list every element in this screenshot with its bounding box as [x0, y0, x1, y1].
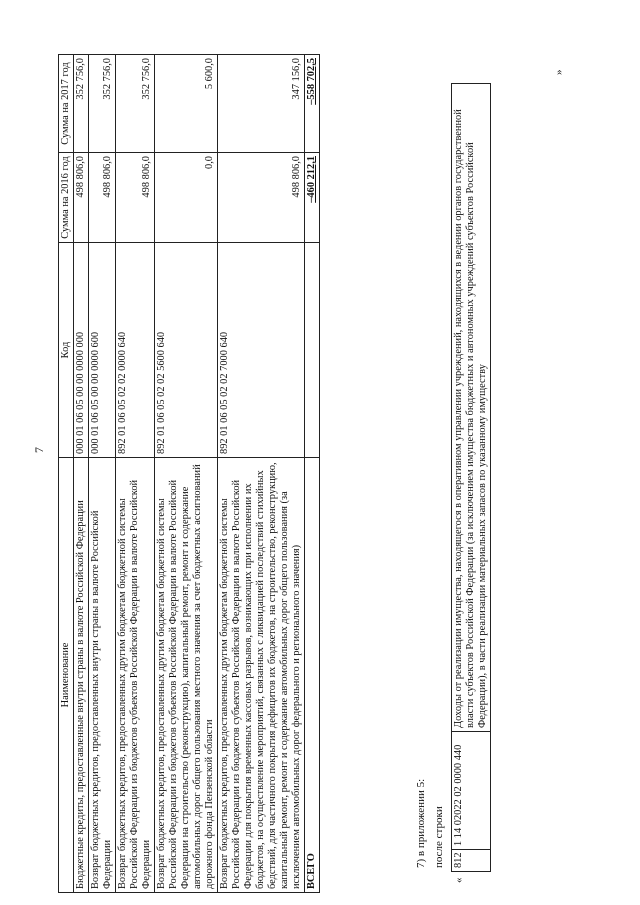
total-code-empty — [305, 243, 320, 458]
row-name: Бюджетные кредиты, предоставленные внутри страны в валюте Российской Федерации — [74, 458, 89, 893]
row-name: Возврат бюджетных кредитов, предоставленных другим бюджетам бюджетной системы Российской Федерации из бюджетов субъектов Российской Федерации в валюте Российской Федерации — [116, 458, 155, 893]
total-sum-2017 — [305, 55, 320, 153]
row-code: 000 01 06 05 00 00 0000 600 — [89, 243, 116, 458]
budget-table — [58, 54, 320, 893]
header-name: Наименование — [59, 458, 74, 893]
header-sum-2016: Сумма на 2016 год — [59, 153, 74, 243]
after-line-text: после строки — [433, 806, 445, 868]
total-sum-2017-value: –558 702,5 — [306, 58, 317, 105]
row-sum-2016: 498 806,0 — [89, 153, 116, 243]
amendment-description: Доходы от реализации имущества, находящегося в оперативном управлении учреждений, находящихся в ведении органов государственной власти субъектов Российской Федерации (за исключением имущества бюджетных и автономных учреждений субъектов Российской Федерации), в части реализации материальных запасов по указанному имуществу — [452, 84, 491, 732]
table-row — [89, 55, 116, 893]
row-name: Возврат бюджетных кредитов, предоставленных другим бюджетам бюджетной системы Российской Федерации из бюджетов субъектов Российской Федерации в валюте Российской Федерации для покрытия временных кассовых разрывов, возникающих при исполнении их бюджетов, на осуществление мероприятий, связанных с ликвидацией последствий стихийных бедствий, для частичного покрытия дефицитов их бюджетов, на строительство, реконструкцию, капитальный ремонт, ремонт и содержание автомобильных дорог общего пользования (за исключением автомобильных дорог федерального и регионального значения) — [218, 458, 305, 893]
row-code: 000 01 06 05 00 00 0000 000 — [74, 243, 89, 458]
header-sum-2017: Сумма на 2017 год — [59, 55, 74, 153]
row-sum-2017: 352 756,0 — [89, 55, 116, 153]
row-code: 892 01 06 05 02 02 5600 640 — [155, 243, 218, 458]
row-sum-2017: 352 756,0 — [74, 55, 89, 153]
table-header-row — [59, 55, 74, 893]
amendment-note: 7) в приложении 5: — [415, 778, 427, 868]
row-sum-2016: 0,0 — [155, 153, 218, 243]
row-sum-2016: 498 806,0 — [74, 153, 89, 243]
close-quote: » — [553, 69, 565, 75]
row-code: 892 01 06 05 02 02 0000 640 — [116, 243, 155, 458]
page-number: 7 — [32, 447, 46, 453]
amendment-row — [452, 84, 491, 872]
table-row — [155, 55, 218, 893]
amendment-admin-code: 812 — [452, 850, 491, 872]
amendment-table — [451, 83, 491, 872]
row-sum-2017: 352 756,0 — [116, 55, 155, 153]
row-sum-2016: 498 806,0 — [116, 153, 155, 243]
row-sum-2016: 498 806,0 — [218, 153, 305, 243]
total-row — [305, 55, 320, 893]
open-quote: « — [453, 877, 465, 883]
row-sum-2017: 347 156,0 — [218, 55, 305, 153]
table-row — [218, 55, 305, 893]
row-name: Возврат бюджетных кредитов, предоставленных другим бюджетам бюджетной системы Российской Федерации из бюджетов субъектов Российской Федерации в валюте Российской Федерации на строительство (реконструкцию), капитальный ремонт, ремонт и содержание автомобильных дорог общего пользования местного значения за счет бюджетных ассигнований дорожного фонда Пензенской области — [155, 458, 218, 893]
row-name: Возврат бюджетных кредитов, предоставленных внутри страны в валюте Российской Федерации — [89, 458, 116, 893]
total-sum-2016 — [305, 153, 320, 243]
row-sum-2017: 5 600,0 — [155, 55, 218, 153]
header-code: Код — [59, 243, 74, 458]
amendment-income-code: 1 14 02022 02 0000 440 — [452, 732, 491, 850]
table-row — [74, 55, 89, 893]
total-label: ВСЕГО — [305, 458, 320, 893]
row-code: 892 01 06 05 02 02 7000 640 — [218, 243, 305, 458]
table-row — [116, 55, 155, 893]
total-sum-2016-value: –460 212,1 — [306, 156, 317, 203]
